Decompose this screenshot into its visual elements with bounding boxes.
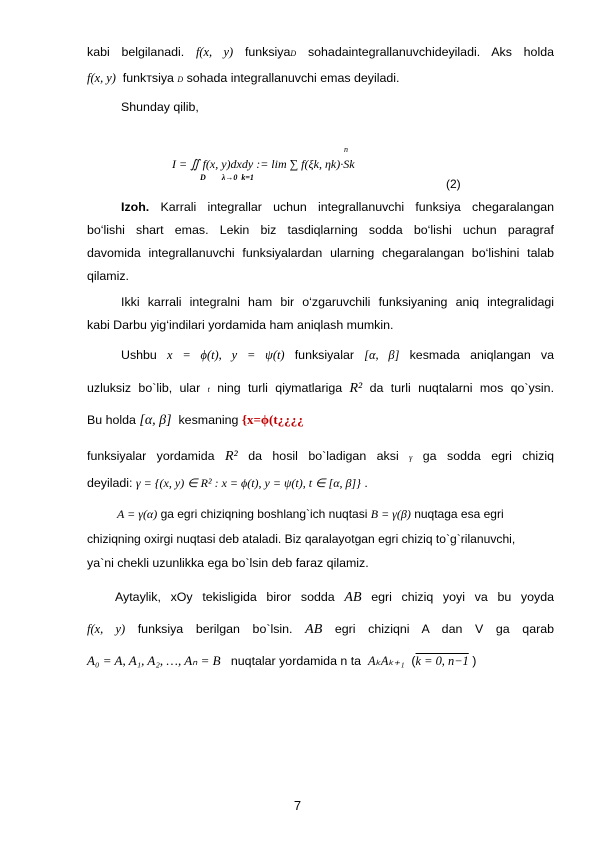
paragraph-3-line-5	[87, 475, 554, 491]
paragraph-3-line-3	[87, 412, 554, 429]
text: da hosil bo`ladigan aksi	[248, 449, 399, 463]
paragraph-line-2	[87, 70, 554, 88]
text: da turli nuqtalarni mos qo`ysin.	[369, 381, 555, 395]
text: nuqtalar yordamida n ta	[230, 654, 362, 668]
paragraph-2-line-2	[87, 317, 554, 333]
paragraph-5-line-1	[115, 589, 554, 606]
text: davomida integrallanuvchi funksiyalardan ularning chegaralangan bo‘lishini talab	[87, 246, 554, 260]
text: chiziqning oxirgi nuqtasi deb ataladi. Biz qaralayotgan egri chiziq to`g`rilanuvchi,	[87, 532, 516, 546]
text: egri chiziqni A dan V ga qarab	[334, 622, 554, 636]
paragraph-line-1	[87, 44, 554, 62]
text: kabi belgilanadi.	[87, 45, 185, 59]
text: sohadaintegrallanuvchideyiladi. Aks holda	[307, 45, 554, 59]
math-D: D	[290, 49, 297, 58]
math-fxy: f(x, y)	[87, 71, 116, 85]
formula-subscripts: D λ→0 k=1	[200, 173, 254, 182]
math-interval: [α, β]	[364, 348, 400, 362]
broken-formula: {x=ϕ(t¿¿¿¿	[241, 412, 304, 427]
izoh-label: Izoh.	[121, 200, 150, 214]
formula-main: I = ∬ f(x, y)dxdy := lim ∑ f(ξk, ηk)·Sk	[172, 157, 355, 171]
text: .	[364, 476, 368, 490]
math-D: D	[177, 75, 184, 84]
paragraph-3-line-1	[121, 347, 554, 363]
text: qilamiz.	[87, 269, 129, 283]
paragraph-line-3	[121, 99, 588, 115]
text: funksiyalar yordamida	[87, 449, 215, 463]
math-curve-set: γ = {(x, y) ∈ R² : x = ϕ(t), y = ψ(t), t ∈ [α, β]}	[135, 476, 361, 490]
text: Ushbu	[121, 348, 157, 362]
math-interval: [α, β]	[139, 413, 172, 428]
text: Aytaylik, xOy tekisligida biror sodda	[115, 590, 335, 604]
izoh-line-3	[87, 245, 554, 261]
paragraph-5-line-3	[87, 653, 554, 669]
izoh-line-4	[87, 268, 554, 284]
izoh-line-2	[87, 222, 554, 238]
math-R2: R²	[224, 449, 238, 464]
text: funksiyalar	[294, 348, 354, 362]
text: bo‘lishi shart emas. Lekin biz tasdiqlarning sodda bo‘lishi uchun paragraf	[87, 223, 554, 237]
range-open: (	[411, 654, 416, 668]
math-fxy: f(x, y)	[195, 45, 234, 59]
text: sohada integrallanuvchi emas deyiladi.	[186, 71, 400, 85]
text: uzluksiz bo`lib, ular	[87, 381, 201, 395]
izoh-line-1	[121, 199, 554, 215]
text: nuqtaga esa egri	[414, 507, 504, 521]
math-R2: R²	[349, 381, 363, 396]
paragraph-2-line-1	[121, 294, 554, 310]
text: Ikki karrali integralni ham bir o‘zgaruvchili funksiyaning aniq integralidagi	[121, 295, 554, 309]
math-param-functions: x = ϕ(t), y = ψ(t)	[167, 348, 285, 362]
text: ga egri chiziqning boshlang`ich nuqtasi	[160, 507, 368, 521]
paragraph-4-line-3	[87, 555, 554, 571]
math-k-range: k = 0, n−1	[415, 654, 469, 668]
text: Karrali integrallar uchun integrallanuvchi funksiya chegaralangan	[160, 200, 554, 214]
text: ning turli qiymatlariga	[217, 381, 343, 395]
paragraph-3-line-2	[87, 380, 554, 398]
text: egri chiziq yoyi va bu yoyda	[371, 590, 554, 604]
math-gamma: γ	[409, 453, 413, 462]
text: deyiladi:	[87, 476, 133, 490]
paragraph-5-line-2	[87, 621, 554, 638]
math-points: A₀ = A, A₁, A₂, …, Aₙ = B	[87, 653, 221, 668]
text: ya`ni chekli uzunlikka ega bo`lsin deb faraz qilamiz.	[87, 556, 369, 570]
text: kesmaning	[178, 413, 239, 427]
math-t: t	[207, 385, 210, 394]
math-B: B = γ(β)	[370, 507, 411, 521]
paragraph-4-line-1	[117, 506, 554, 522]
math-arc-AB: AB	[344, 590, 362, 605]
range-close: )	[472, 654, 477, 668]
text: ga sodda egri chiziq	[422, 449, 554, 463]
paragraph-3-line-4	[87, 448, 554, 466]
paragraph-4-line-2	[87, 531, 554, 547]
math-segment: AₖAₖ₊₁	[367, 654, 405, 668]
text: funkтsiya	[122, 71, 174, 85]
math-A: A = γ(α)	[117, 507, 158, 521]
text: funksiya berilgan bo`lsin.	[137, 622, 293, 636]
text: Shunday qilib,	[121, 100, 199, 114]
math-arc-AB: AB	[305, 622, 323, 637]
text: kabi Darbu yig‘indilari yordamida ham aniqlash mumkin.	[87, 318, 394, 332]
equation-number: (2)	[446, 177, 461, 191]
text: funksiya	[244, 45, 291, 59]
math-fxy: f(x, y)	[87, 622, 126, 636]
page-number: 7	[293, 798, 302, 813]
text: Bu holda	[87, 413, 136, 427]
text: kesmada aniqlangan va	[409, 348, 554, 362]
sum-upper-limit: n	[344, 145, 348, 154]
